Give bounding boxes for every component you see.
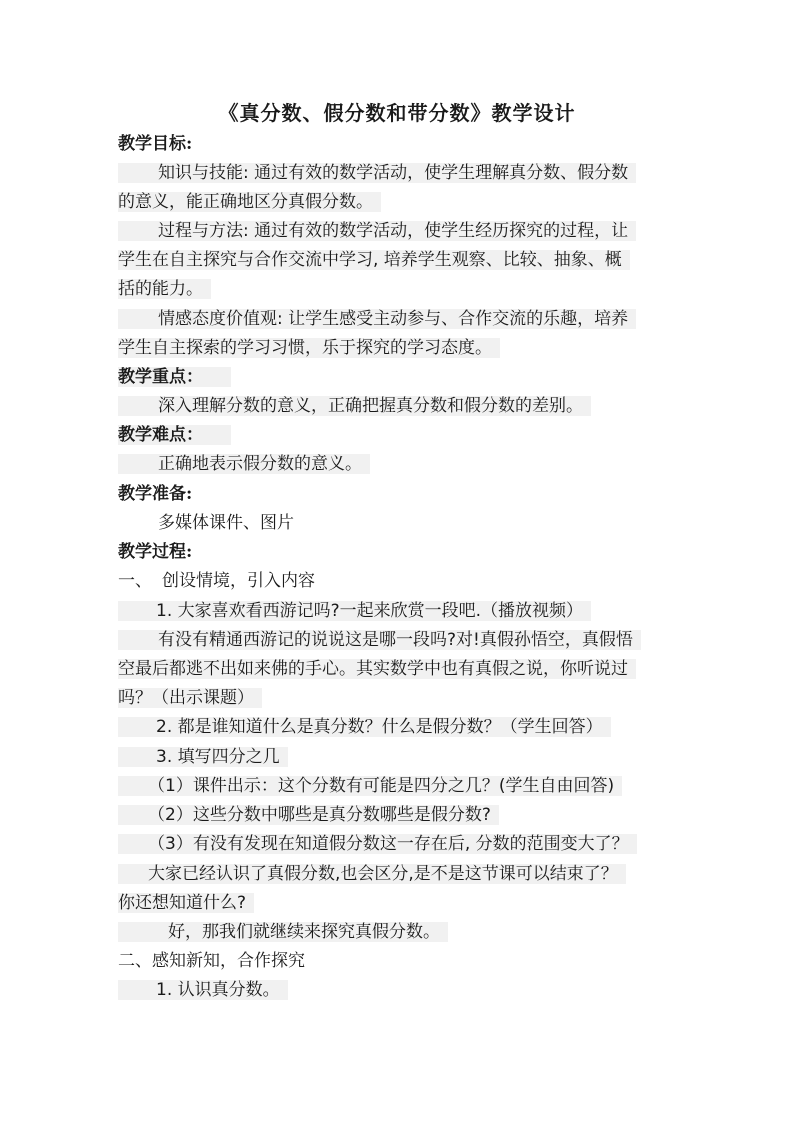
document-title: 《真分数、假分数和带分数》教学设计 (218, 101, 576, 125)
key-points-heading: 教学重点： (118, 367, 231, 387)
section-2-step-1: 1. 认识真分数。 (118, 980, 288, 1000)
process-heading: 教学过程: (118, 542, 193, 562)
sub-item-2: （2）这些分数中哪些是真分数哪些是假分数? (118, 805, 499, 825)
preparation-text: 多媒体课件、图片 (158, 513, 294, 533)
goal-emotion-line-1: 情感态度价值观: 让学生感受主动参与、合作交流的乐趣，培养 (118, 309, 636, 329)
goal-knowledge-line-2: 的意义，能正确地区分真假分数。 (118, 192, 381, 212)
continue-text: 好，那我们就继续来探究真假分数。 (118, 922, 448, 942)
step-1-detail-line-3: 吗？（出示课题） (118, 688, 262, 708)
sub-item-1: （1）课件出示：这个分数有可能是四分之几？(学生自由回答) (118, 776, 622, 796)
section-1-title: 创设情境，引入内容 (162, 571, 315, 591)
goal-emotion-line-2: 学生自主探索的学习习惯，乐于探究的学习态度。 (118, 338, 500, 358)
step-3-text: 3. 填写四分之几 (118, 747, 288, 767)
preparation-heading: 教学准备: (118, 484, 193, 504)
goals-heading: 教学目标: (118, 134, 193, 154)
goal-knowledge-line-1: 知识与技能: 通过有效的数学活动，使学生理解真分数、假分数 (118, 163, 636, 183)
step-1-detail-line-1: 有没有精通西游记的说说这是哪一段吗?对!真假孙悟空，真假悟 (118, 630, 641, 650)
step-1-text: 1. 大家喜欢看西游记吗?一起来欣赏一段吧.（播放视频） (118, 601, 591, 621)
summary-line-1: 大家已经认识了真假分数,也会区分,是不是这节课可以结束了？ (118, 864, 626, 884)
sub-item-3: （3）有没有发现在知道假分数这一存在后, 分数的范围变大了？ (118, 834, 637, 854)
difficulty-heading: 教学难点： (118, 425, 231, 445)
goal-process-line-3: 括的能力。 (118, 279, 211, 299)
key-points-text: 深入理解分数的意义，正确把握真分数和假分数的差别。 (118, 396, 591, 416)
section-1-number: 一、 (118, 571, 152, 591)
summary-line-2: 你还想知道什么? (118, 893, 254, 913)
goal-process-line-1: 过程与方法: 通过有效的数学活动，使学生经历探究的过程，让 (118, 221, 636, 241)
step-2-text: 2. 都是谁知道什么是真分数？什么是假分数？（学生回答） (118, 717, 611, 737)
goal-process-line-2: 学生在自主探究与合作交流中学习, 培养学生观察、比较、抽象、概 (118, 250, 630, 270)
difficulty-text: 正确地表示假分数的意义。 (118, 454, 370, 474)
section-2-title: 二、感知新知，合作探究 (118, 951, 305, 971)
step-1-detail-line-2: 空最后都逃不出如来佛的手心。其实数学中也有真假之说，你听说过 (118, 659, 636, 679)
